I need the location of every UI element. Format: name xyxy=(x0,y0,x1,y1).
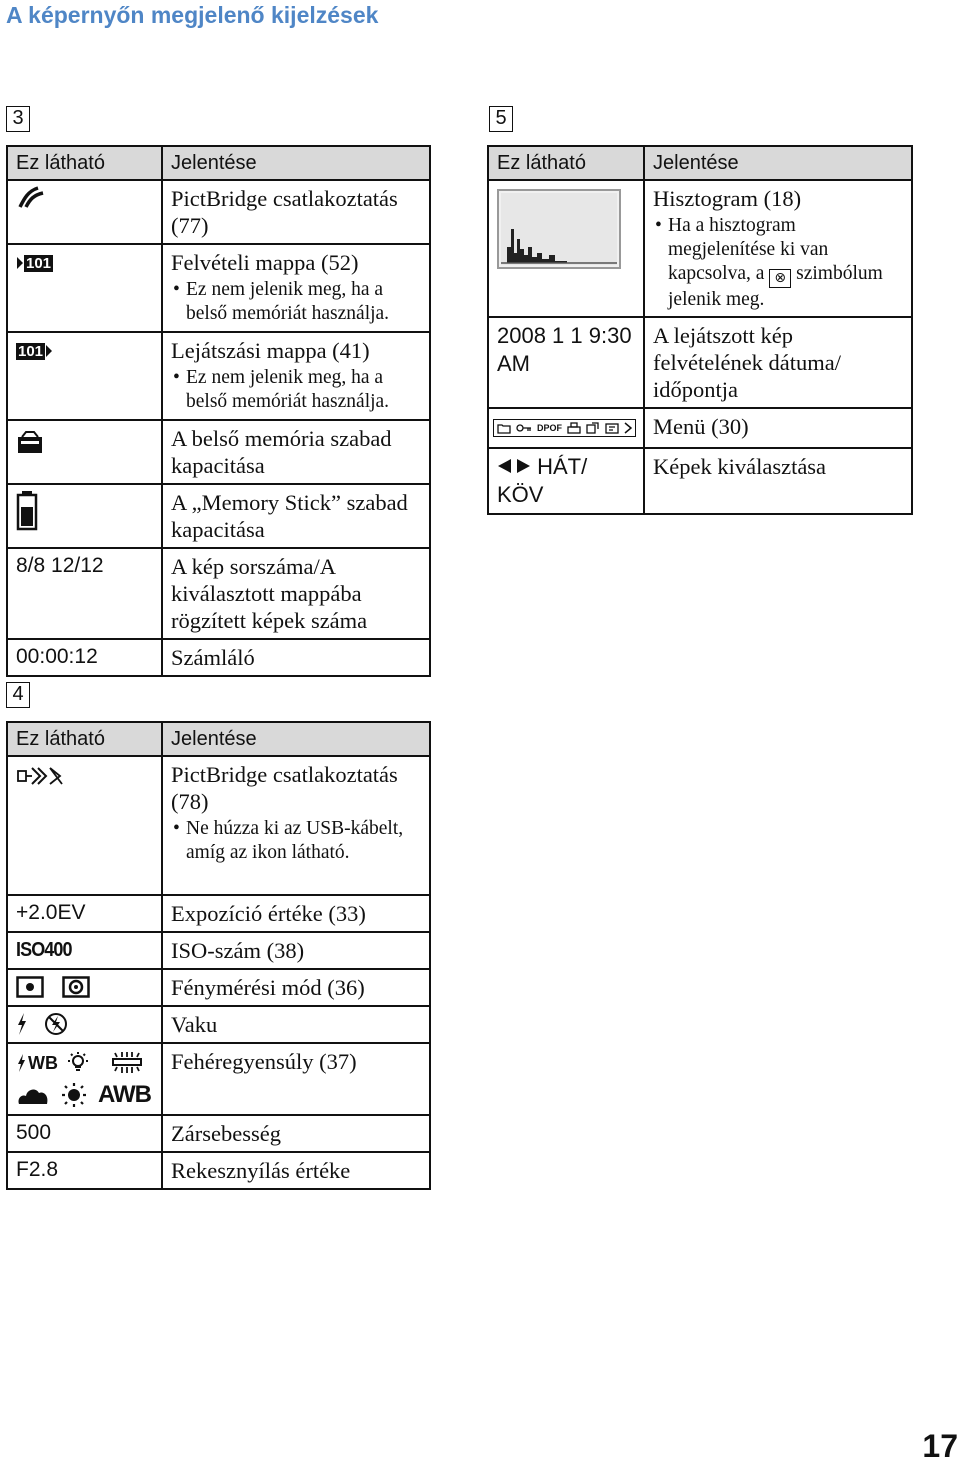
meaning-text: PictBridge csatlakoztatás (78) xyxy=(171,762,398,814)
meaning-text: Lejátszási mappa (41) xyxy=(171,338,370,363)
table-row xyxy=(7,180,430,244)
playback-folder-icon: 101 xyxy=(16,343,53,360)
section-3-table xyxy=(6,145,431,677)
table-header-row xyxy=(488,146,912,180)
memory-stick-icon xyxy=(16,491,38,531)
note-text: • Ha a hisztogram megjelenítése ki van kapcsolva, a ⊗ szimbólum jelenik meg. xyxy=(653,214,903,312)
white-balance-icons: WB AWB xyxy=(7,1043,162,1115)
shown-text: 00:00:12 xyxy=(7,639,162,676)
table-row xyxy=(488,317,912,408)
table-row xyxy=(7,756,430,895)
table-row xyxy=(7,420,430,484)
note-text: • Ez nem jelenik meg, ha a belső memóriát használja. xyxy=(171,278,421,326)
menu-bar-icon xyxy=(493,419,636,437)
fluorescent-icon xyxy=(110,1051,144,1075)
page-number: 17 xyxy=(922,1428,958,1463)
auto-wb-icon: AWB xyxy=(98,1081,151,1108)
meaning-text: Képek kiválasztása xyxy=(644,448,912,514)
meaning-text: Expozíció értéke (33) xyxy=(162,895,430,932)
shown-text: HÁT/ KÖV xyxy=(497,454,588,507)
table-row xyxy=(7,484,430,548)
table-row xyxy=(7,1006,430,1043)
shown-text: 500 xyxy=(7,1115,162,1152)
folder-icon xyxy=(497,423,511,434)
table-header-row xyxy=(7,722,430,756)
table-row xyxy=(7,1152,430,1189)
shown-text: +2.0EV xyxy=(7,895,162,932)
internal-memory-icon xyxy=(16,431,44,455)
center-weighted-metering-icon xyxy=(62,976,90,998)
table-row xyxy=(7,969,430,1006)
shown-text: 8/8 12/12 xyxy=(7,548,162,639)
meaning-text: A belső memória szabad kapacitása xyxy=(162,420,430,484)
meaning-text: Menü (30) xyxy=(644,408,912,448)
rotate-icon xyxy=(586,422,600,434)
section-5-table xyxy=(487,145,913,515)
print-icon xyxy=(567,422,581,434)
table-row xyxy=(7,932,430,969)
slideshow-icon xyxy=(605,422,619,434)
section-4-table xyxy=(6,721,431,1190)
meaning-text: Rekesznyílás értéke xyxy=(162,1152,430,1189)
header-shown: Ez látható xyxy=(7,146,162,180)
header-shown: Ez látható xyxy=(7,722,162,756)
left-right-arrows-icon xyxy=(497,458,531,474)
section-number-3: 3 xyxy=(6,106,30,132)
table-row xyxy=(7,1115,430,1152)
shown-text: F2.8 xyxy=(7,1152,162,1189)
header-meaning: Jelentése xyxy=(644,146,912,180)
table-row xyxy=(7,548,430,639)
iso-icon: ISO400 xyxy=(16,939,72,962)
metering-mode-icons xyxy=(16,976,90,998)
dpof-icon: DPOF xyxy=(537,423,563,434)
flash-icons xyxy=(16,1012,68,1036)
meaning-text: A „Memory Stick” szabad kapacitása xyxy=(162,484,430,548)
table-row xyxy=(7,332,430,420)
table-row xyxy=(7,639,430,676)
shown-text: 2008 1 1 9:30 AM xyxy=(488,317,644,408)
table-row xyxy=(488,180,912,317)
table-row xyxy=(488,448,912,514)
section-number-5: 5 xyxy=(489,106,513,132)
daylight-icon xyxy=(60,1082,88,1108)
header-meaning: Jelentése xyxy=(162,146,430,180)
note-text: • Ne húzza ki az USB-kábelt, amíg az ikon látható. xyxy=(171,817,421,865)
meaning-text: Fehéregyensúly (37) xyxy=(162,1043,430,1115)
meaning-text: Hisztogram (18) xyxy=(653,186,802,211)
incandescent-icon xyxy=(64,1051,92,1075)
header-meaning: Jelentése xyxy=(162,722,430,756)
meaning-text: Vaku xyxy=(162,1006,430,1043)
meaning-text: Felvételi mappa (52) xyxy=(171,250,359,275)
pictbridge-connecting-icon xyxy=(16,765,66,787)
histogram-icon xyxy=(497,189,621,269)
section-number-4: 4 xyxy=(6,682,30,708)
meaning-text: ISO-szám (38) xyxy=(162,932,430,969)
header-shown: Ez látható xyxy=(488,146,644,180)
flash-icon xyxy=(16,1012,28,1036)
spot-metering-icon xyxy=(16,976,44,998)
meaning-text: A kép sorszáma/A kiválasztott mappába rögzített képek száma xyxy=(162,548,430,639)
note-text: • Ez nem jelenik meg, ha a belső memóriát használja. xyxy=(171,366,421,414)
page-title: A képernyőn megjelenő kijelzések xyxy=(6,2,379,28)
meaning-text: PictBridge csatlakoztatás (77) xyxy=(162,180,430,244)
pictbridge-icon xyxy=(16,185,46,211)
flash-off-icon xyxy=(44,1012,68,1036)
cloudy-icon xyxy=(16,1085,50,1105)
meaning-text: Zársebesség xyxy=(162,1115,430,1152)
table-row xyxy=(7,244,430,332)
table-row xyxy=(7,895,430,932)
meaning-text: Számláló xyxy=(162,639,430,676)
recording-folder-icon: 101 xyxy=(16,255,53,272)
table-row xyxy=(488,408,912,448)
meaning-text: Fénymérési mód (36) xyxy=(162,969,430,1006)
meaning-text: A lejátszott kép felvételének dátuma/ időpontja xyxy=(644,317,912,408)
menu-arrow-icon xyxy=(624,422,632,434)
table-row xyxy=(7,1043,430,1115)
histogram-off-icon: ⊗ xyxy=(769,269,791,288)
protect-key-icon xyxy=(516,423,532,433)
table-header-row xyxy=(7,146,430,180)
flash-wb-icon xyxy=(16,1053,26,1073)
